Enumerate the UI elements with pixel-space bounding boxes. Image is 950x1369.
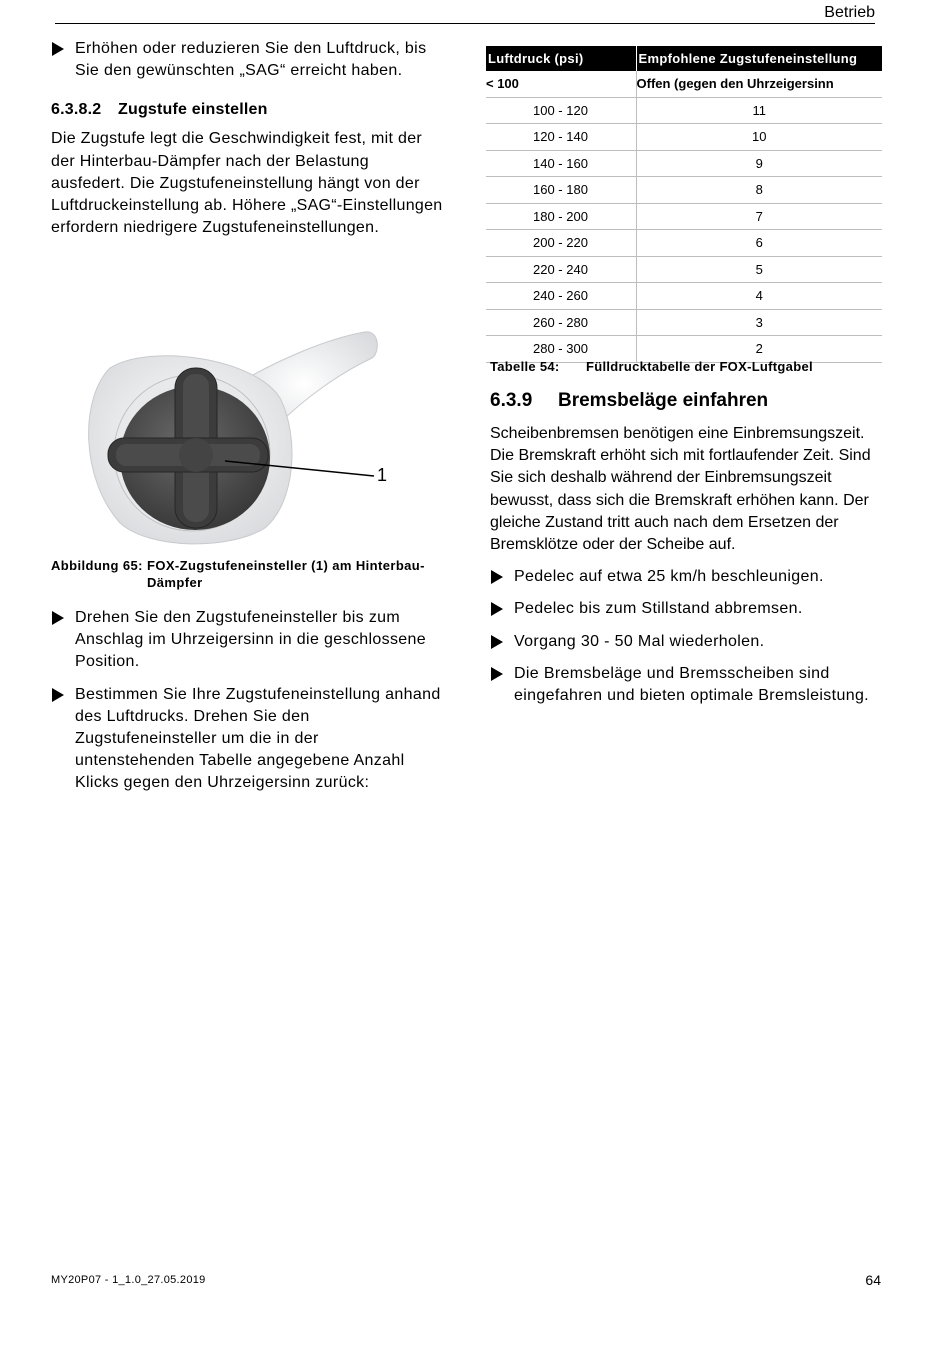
table-cell: 260 - 280 [486,309,636,336]
section-heading [51,101,446,119]
table-cell: 3 [636,309,882,336]
table-cell: 7 [636,203,882,230]
bullet-text: Vorgang 30 - 50 Mal wiederholen. [514,632,765,650]
bullet-text: Drehen Sie den Zugstufeneinsteller bis zum Anschlag im Uhrzeigersinn in die geschlossene Position. [75,609,427,671]
table-cell: 120 - 140 [486,124,636,151]
table-header-row [486,46,882,71]
bullet-arrow-icon [490,566,514,588]
table-row [486,150,882,177]
list-item [490,598,886,620]
list-item [51,38,446,82]
pressure-rebound-table [486,46,882,363]
caption-text: Fülldrucktabelle der FOX-Luftgabel [586,359,813,374]
caption-text: FOX-Zugstufeneinsteller (1) am Hinterbau-Dämpfer [147,558,425,590]
list-item [490,631,886,653]
list-item [490,663,886,707]
figure-caption [51,557,446,591]
table-cell: 240 - 260 [486,283,636,310]
table-cell: 160 - 180 [486,177,636,204]
table-cell: 220 - 240 [486,256,636,283]
header-title: Betrieb [824,4,875,21]
callout-number: 1 [377,465,388,485]
table-cell: 200 - 220 [486,230,636,257]
rebound-adjuster-figure [80,328,410,548]
table-cell: 140 - 160 [486,150,636,177]
table-cell: 8 [636,177,882,204]
bullet-arrow-icon [51,38,75,82]
table-cell: 280 - 300 [486,336,636,363]
list-item [490,566,886,588]
bullet-text: Pedelec auf etwa 25 km/h beschleunigen. [514,568,824,586]
section-heading [490,390,768,412]
table-row [486,283,882,310]
table-cell: Offen (gegen den Uhrzeigersinn [636,71,882,97]
table-cell: 100 - 120 [486,97,636,124]
bullet-arrow-icon [490,663,514,707]
table-cell: 4 [636,283,882,310]
column-header: Luftdruck (psi) [486,46,636,71]
caption-label: Tabelle 54: [490,359,560,374]
table-cell: 6 [636,230,882,257]
table-cell: 5 [636,256,882,283]
table-cell: 9 [636,150,882,177]
bullet-arrow-icon [490,631,514,653]
table-row [486,256,882,283]
table-cell: 10 [636,124,882,151]
table-row [486,124,882,151]
caption-label: Abbildung 65: [51,558,143,573]
table-row [486,203,882,230]
footer-doc-id: MY20P07 - 1_1.0_27.05.2019 [51,1274,206,1286]
table-caption [490,359,813,374]
page-number: 64 [865,1272,881,1288]
table-cell: 180 - 200 [486,203,636,230]
rebound-adjuster-illustration [80,328,410,548]
table-cell: 11 [636,97,882,124]
bullet-arrow-icon [51,684,75,795]
paragraph: Scheibenbremsen benötigen eine Einbremsungszeit. Die Bremskraft erhöht sich mit fortlaufender Zeit. Sind Sie sich deshalb während der Einbremsungszeit bewusst, dass sich die Bremskraft erhöhen kann. Der gleiche Zustand tritt auch nach dem Ersetzen der Bremsklötze oder der Scheibe auf. [490,425,871,554]
list-item [51,607,441,674]
table-row [486,71,882,97]
table-row [486,309,882,336]
section-title: Bremsbeläge einfahren [558,390,769,411]
table-cell: 2 [636,336,882,363]
table-row [486,177,882,204]
brake-bedding-section [490,423,886,707]
bullet-text: Erhöhen oder reduzieren Sie den Luftdruck, bis Sie den gewünschten „SAG“ erreicht haben. [75,40,427,80]
header-rule [55,23,875,24]
table-cell: < 100 [486,71,636,97]
table-row [486,230,882,257]
left-column [51,38,446,239]
right-column [486,46,882,363]
bullet-text: Die Bremsbeläge und Bremsscheiben sind eingefahren und bieten optimale Bremsleistung. [514,664,869,705]
section-number: 6.3.8.2 [51,101,102,119]
bullet-arrow-icon [490,598,514,620]
bullet-text: Pedelec bis zum Stillstand abbremsen. [514,600,803,618]
list-item [51,684,441,795]
section-number: 6.3.9 [490,390,533,411]
bullet-text: Bestimmen Sie Ihre Zugstufeneinstellung anhand des Luftdrucks. Drehen Sie den Zugstufeneinsteller um die in der untenstehenden Tabelle angegebene Anzahl Klicks gegen den Uhrzeigersinn zurück: [75,685,441,792]
paragraph: Die Zugstufe legt die Geschwindigkeit fest, mit der der Hinterbau-Dämpfer nach der Belastung ausfedert. Die Zugstufeneinstellung hängt von der Luftdruckeinstellung ab. Höhere „SAG“-Einstellungen erfordern niedrigere Zugstufeneinstellungen. [51,130,443,237]
bullet-arrow-icon [51,607,75,674]
table-row [486,97,882,124]
instruction-list [51,607,441,805]
section-title: Zugstufe einstellen [118,101,268,119]
column-header: Empfohlene Zugstufeneinstellung [636,46,882,71]
